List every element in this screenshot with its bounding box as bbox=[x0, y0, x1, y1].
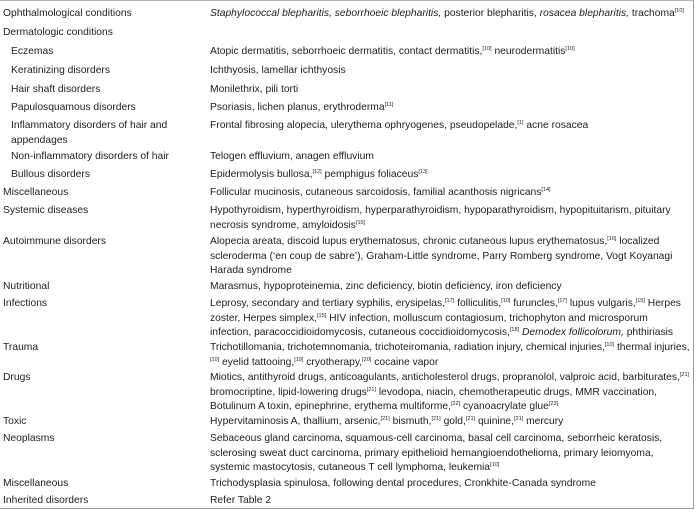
category-cell: Miscellaneous bbox=[3, 478, 69, 489]
conditions-cell: Ichthyosis, lamellar ichthyosis bbox=[210, 65, 346, 76]
category-cell: Trauma bbox=[3, 342, 39, 353]
category-cell: Ophthalmological conditions bbox=[3, 8, 132, 19]
category-cell: Toxic bbox=[3, 416, 27, 427]
category-cell: Drugs bbox=[3, 372, 31, 383]
conditions-cell: Epidermolysis bullosa,[12] pemphigus foliaceus[13] bbox=[210, 169, 428, 180]
category-cell: Neoplasms bbox=[3, 433, 55, 444]
conditions-cell: Frontal fibrosing alopecia, ulerythema ophryogenes, pseudopelade,[1] acne rosacea bbox=[210, 120, 589, 131]
conditions-cell: Sebaceous gland carcinoma, squamous-cell carcinoma, basal cell carcinoma, seborrheic keratosis, sclerosing sweat duct carcinoma, primary epithelioid hemangioendothelioma, primary leiomyoma, systemic mastocytosis, cutaneous T cell lymphoma, leukemia[10] bbox=[210, 433, 663, 473]
table-top-rule bbox=[0, 0, 694, 1]
category-cell: Hair shaft disorders bbox=[11, 84, 101, 95]
category-cell: Inflammatory disorders of hair and appendages bbox=[11, 120, 168, 146]
conditions-cell: Trichodysplasia spinulosa, following dental procedures, Cronkhite-Canada syndrome bbox=[210, 478, 596, 489]
category-cell: Non-inflammatory disorders of hair bbox=[11, 151, 169, 162]
conditions-cell: Telogen effluvium, anagen effluvium bbox=[210, 151, 374, 162]
category-cell: Miscellaneous bbox=[3, 187, 69, 198]
conditions-cell: Atopic dermatitis, seborrhoeic dermatitis, contact dermatitis,[10] neurodermatitis[10] bbox=[210, 46, 575, 57]
category-cell: Eczemas bbox=[11, 46, 54, 57]
conditions-cell: Staphylococcal blepharitis, seborrhoeic blepharitis, posterior blepharitis, rosacea blepharitis, trachoma[10] bbox=[210, 8, 684, 19]
conditions-cell: Monilethrix, pili torti bbox=[210, 84, 299, 95]
category-cell: Dermatologic conditions bbox=[3, 27, 113, 38]
conditions-cell: Trichotillomania, trichotemnomania, trichoteiromania, radiation injury, chemical injuries,[10] thermal injuries,[10] eyelid tattooing,[19] cryotherapy,[20] cocaine vapor bbox=[210, 342, 690, 368]
conditions-cell: Follicular mucinosis, cutaneous sarcoidosis, familial acanthosis nigricans[14] bbox=[210, 187, 551, 198]
conditions-cell: Psoriasis, lichen planus, erythroderma[11] bbox=[210, 102, 394, 113]
category-cell: Papulosquamous disorders bbox=[11, 102, 136, 113]
category-cell: Autoimmune disorders bbox=[3, 236, 107, 247]
category-cell: Nutritional bbox=[3, 281, 50, 292]
category-cell: Systemic diseases bbox=[3, 205, 89, 216]
conditions-cell: Hypervitaminosis A, thallium, arsenic,[21] bismuth,[21] gold,[21] quinine,[21] mercury bbox=[210, 416, 564, 427]
conditions-cell: Leprosy, secondary and tertiary syphilis, erysipelas,[17] folliculitis,[10] furuncles,[17] lupus vulgaris,[15] Herpes zoster, Herpes simplex,[15] HIV infection, molluscum contagiosum, trichophyton and microsporum infection, paracoccidioidomycosis, cutaneous coccidioidomycosis,[18] Demodex follicolorum, phthiriasis bbox=[210, 298, 681, 338]
category-cell: Keratinizing disorders bbox=[11, 65, 111, 76]
conditions-cell: Miotics, antithyroid drugs, anticoagulants, anticholesterol drugs, propranolol, valproic acid, barbiturates,[21] bromocriptine, lipid-lowering drugs[21] levodopa, niacin, chemotherapeutic drugs, MMR vaccination, Botulinum A toxin, epinephrine, erythema multiforme,[22] cyanoacrylate glue[23] bbox=[210, 372, 690, 412]
category-cell: Bullous disorders bbox=[11, 169, 90, 180]
conditions-cell: Hypothyroidism, hyperthyroidism, hyperparathyroidism, hypoparathyroidism, hypopituitarism, pituitary necrosis syndrome, amyloidosis[15] bbox=[210, 205, 671, 231]
conditions-cell: Refer Table 2 bbox=[210, 495, 272, 506]
conditions-cell: Alopecia areata, discoid lupus erythematosus, chronic cutaneous lupus erythematosus,[16] localized scleroderma (‘en coup de sabre’), Graham-Little syndrome, Parry Romberg syndrome, Vogt Koyanagi Harada syndrome bbox=[210, 236, 673, 276]
category-cell: Inherited disorders bbox=[3, 495, 89, 506]
category-cell: Infections bbox=[3, 298, 48, 309]
conditions-cell: Marasmus, hypoproteinemia, zinc deficiency, biotin deficiency, iron deficiency bbox=[210, 281, 562, 292]
